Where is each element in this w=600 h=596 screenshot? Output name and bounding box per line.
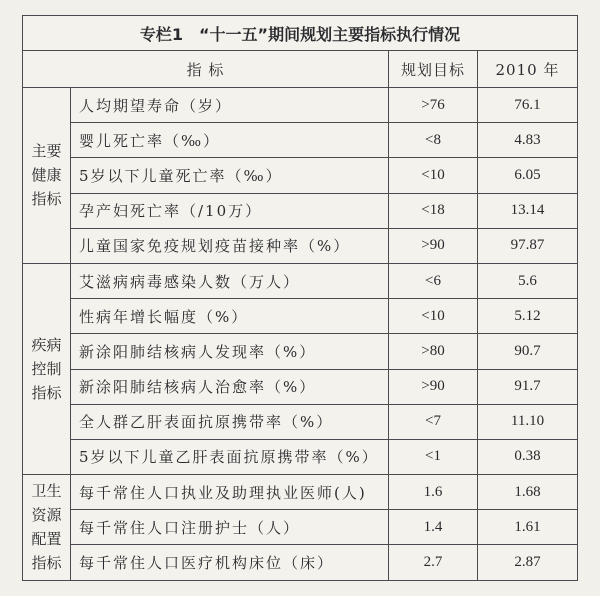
table-row [23, 545, 578, 580]
value-cell: 11.10 [478, 404, 578, 439]
table-row [23, 263, 578, 298]
table-title: 专栏1 “十一五”期间规划主要指标执行情况 [23, 16, 578, 51]
table-row [23, 123, 578, 158]
header-target: 规划目标 [389, 51, 478, 88]
category-label: 主要 健康 指标 [23, 88, 71, 264]
indicator-cell: 婴儿死亡率（‰） [71, 123, 389, 158]
target-cell: <10 [389, 299, 478, 334]
header-year: 2010 年 [478, 51, 578, 88]
value-cell: 6.05 [478, 158, 578, 193]
target-cell: >76 [389, 88, 478, 123]
indicator-cell: 人均期望寿命（岁） [71, 88, 389, 123]
table-row [23, 404, 578, 439]
target-cell: >90 [389, 369, 478, 404]
category-label: 疾病 控制 指标 [23, 263, 71, 474]
target-cell: <1 [389, 439, 478, 474]
value-cell: 2.87 [478, 545, 578, 580]
target-cell: >80 [389, 334, 478, 369]
indicator-cell: 孕产妇死亡率（/10万） [71, 193, 389, 228]
indicator-cell: 性病年增长幅度（%） [71, 299, 389, 334]
value-cell: 4.83 [478, 123, 578, 158]
table-row [23, 369, 578, 404]
target-cell: <8 [389, 123, 478, 158]
indicator-cell: 5岁以下儿童乙肝表面抗原携带率（%） [71, 439, 389, 474]
value-cell: 76.1 [478, 88, 578, 123]
value-cell: 0.38 [478, 439, 578, 474]
target-cell: <6 [389, 263, 478, 298]
value-cell: 5.12 [478, 299, 578, 334]
target-cell: 2.7 [389, 545, 478, 580]
category-label: 卫生 资源 配置 指标 [23, 475, 71, 581]
indicator-cell: 5岁以下儿童死亡率（‰） [71, 158, 389, 193]
indicator-cell: 艾滋病病毒感染人数（万人） [71, 263, 389, 298]
value-cell: 90.7 [478, 334, 578, 369]
target-cell: >90 [389, 228, 478, 263]
target-cell: <7 [389, 404, 478, 439]
target-cell: <18 [389, 193, 478, 228]
target-cell: 1.4 [389, 510, 478, 545]
header-indicator: 指 标 [23, 51, 389, 88]
table-row [23, 158, 578, 193]
table-row [23, 334, 578, 369]
table-row [23, 475, 578, 510]
table-row [23, 228, 578, 263]
indicator-cell: 新涂阳肺结核病人发现率（%） [71, 334, 389, 369]
table-row [23, 299, 578, 334]
value-cell: 5.6 [478, 263, 578, 298]
indicator-cell: 儿童国家免疫规划疫苗接种率（%） [71, 228, 389, 263]
value-cell: 97.87 [478, 228, 578, 263]
indicator-cell: 每千常住人口执业及助理执业医师(人) [71, 475, 389, 510]
target-cell: 1.6 [389, 475, 478, 510]
indicator-cell: 每千常住人口医疗机构床位（床） [71, 545, 389, 580]
value-cell: 13.14 [478, 193, 578, 228]
indicator-cell: 新涂阳肺结核病人治愈率（%） [71, 369, 389, 404]
table-row [23, 439, 578, 474]
value-cell: 91.7 [478, 369, 578, 404]
indicator-cell: 全人群乙肝表面抗原携带率（%） [71, 404, 389, 439]
indicator-cell: 每千常住人口注册护士（人） [71, 510, 389, 545]
target-cell: <10 [389, 158, 478, 193]
table-row [23, 88, 578, 123]
table-row [23, 193, 578, 228]
value-cell: 1.68 [478, 475, 578, 510]
value-cell: 1.61 [478, 510, 578, 545]
table-row [23, 510, 578, 545]
indicator-table [22, 15, 578, 581]
